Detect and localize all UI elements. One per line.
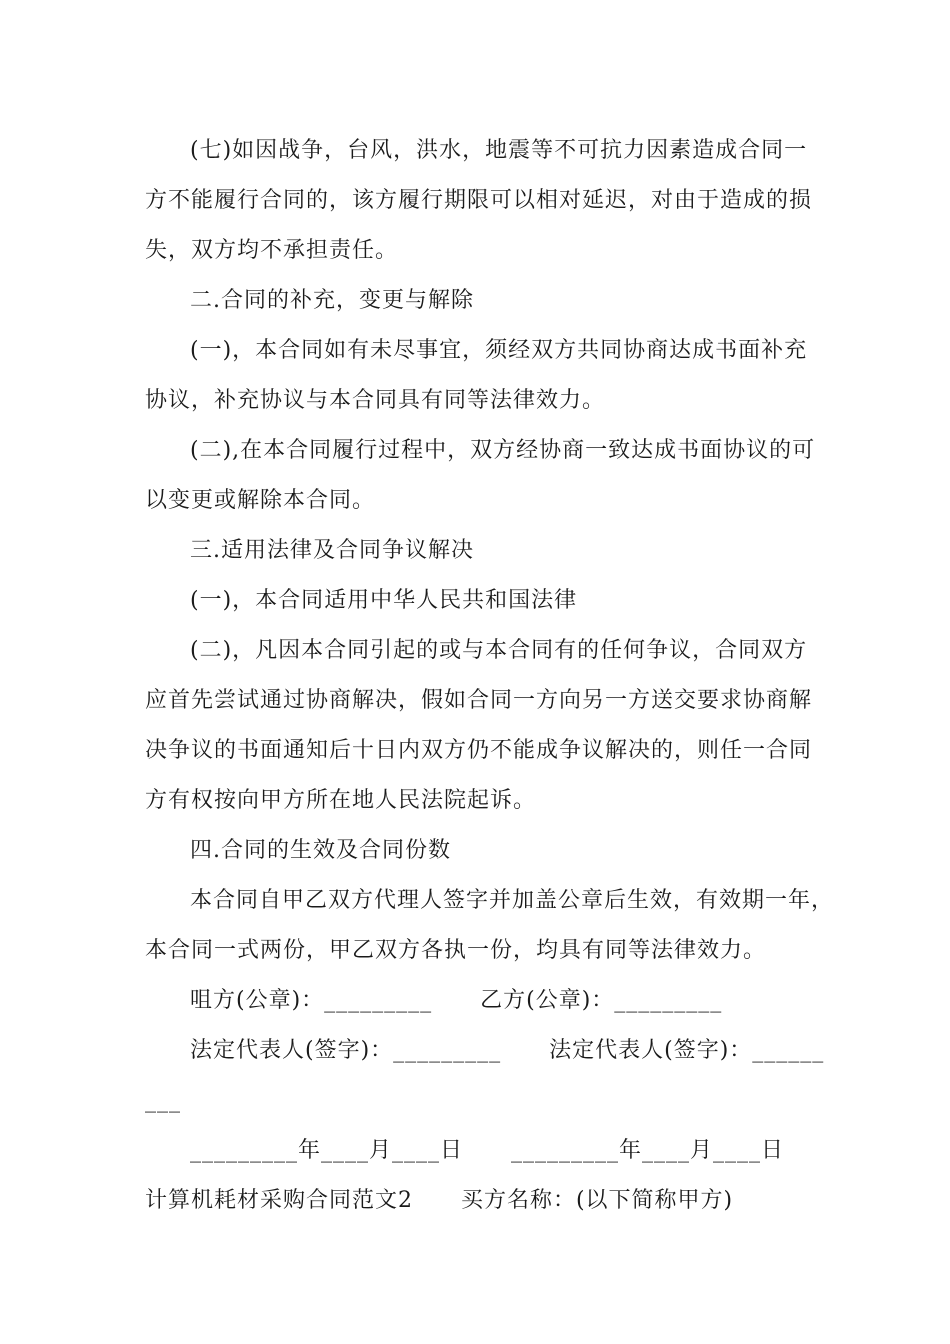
section-3-item-2-line-3: 决争议的书面通知后十日内双方仍不能成争议解决的，则任一合同 bbox=[145, 738, 813, 763]
section-3-item-2-line-4: 方有权按向甲方所在地人民法院起诉。 bbox=[145, 788, 537, 813]
section-2-item-2-line-2: 以变更或解除本合同。 bbox=[145, 488, 376, 513]
clause-7-line-1: (七)如因战争，台风，洪水，地震等不可抗力因素造成合同一 bbox=[190, 138, 808, 163]
section-2-item-1-line-2: 协议，补充协议与本合同具有同等法律效力。 bbox=[145, 388, 606, 413]
seal-line: 咀方(公章)：_________ 乙方(公章)：_________ bbox=[190, 988, 723, 1013]
section-4-text-line-2: 本合同一式两份，甲乙双方各执一份，均具有同等法律效力。 bbox=[145, 938, 767, 963]
section-2-item-2-line-1: (二),在本合同履行过程中，双方经协商一致达成书面协议的可 bbox=[190, 438, 816, 463]
section-3-item-2-line-2: 应首先尝试通过协商解决，假如合同一方向另一方送交要求协商解 bbox=[145, 688, 813, 713]
date-line: _________年____月____日 _________年____月____日 bbox=[190, 1138, 784, 1163]
section-4-heading: 四.合同的生效及合同份数 bbox=[190, 838, 451, 863]
section-3-heading: 三.适用法律及合同争议解决 bbox=[190, 538, 474, 563]
signature-line-continuation: ___ bbox=[145, 1088, 181, 1113]
clause-7-line-2: 方不能履行合同的，该方履行期限可以相对延迟，对由于造成的损 bbox=[145, 188, 813, 213]
section-2-heading: 二.合同的补充，变更与解除 bbox=[190, 288, 474, 313]
section-2-item-1-line-1: (一)，本合同如有未尽事宜，须经双方共同协商达成书面补充 bbox=[190, 338, 808, 363]
section-4-text-line-1: 本合同自甲乙双方代理人签字并加盖公章后生效，有效期一年， bbox=[190, 888, 835, 913]
section-3-item-1: (一)，本合同适用中华人民共和国法律 bbox=[190, 588, 578, 613]
representative-signature-line: 法定代表人(签字)：_________ 法定代表人(签字)：______ bbox=[190, 1038, 825, 1063]
clause-7-line-3: 失，双方均不承担责任。 bbox=[145, 238, 399, 263]
section-3-item-2-line-1: (二)，凡因本合同引起的或与本合同有的任何争议，合同双方 bbox=[190, 638, 808, 663]
next-contract-title-line: 计算机耗材采购合同范文2 买方名称：(以下简称甲方) bbox=[145, 1188, 734, 1213]
